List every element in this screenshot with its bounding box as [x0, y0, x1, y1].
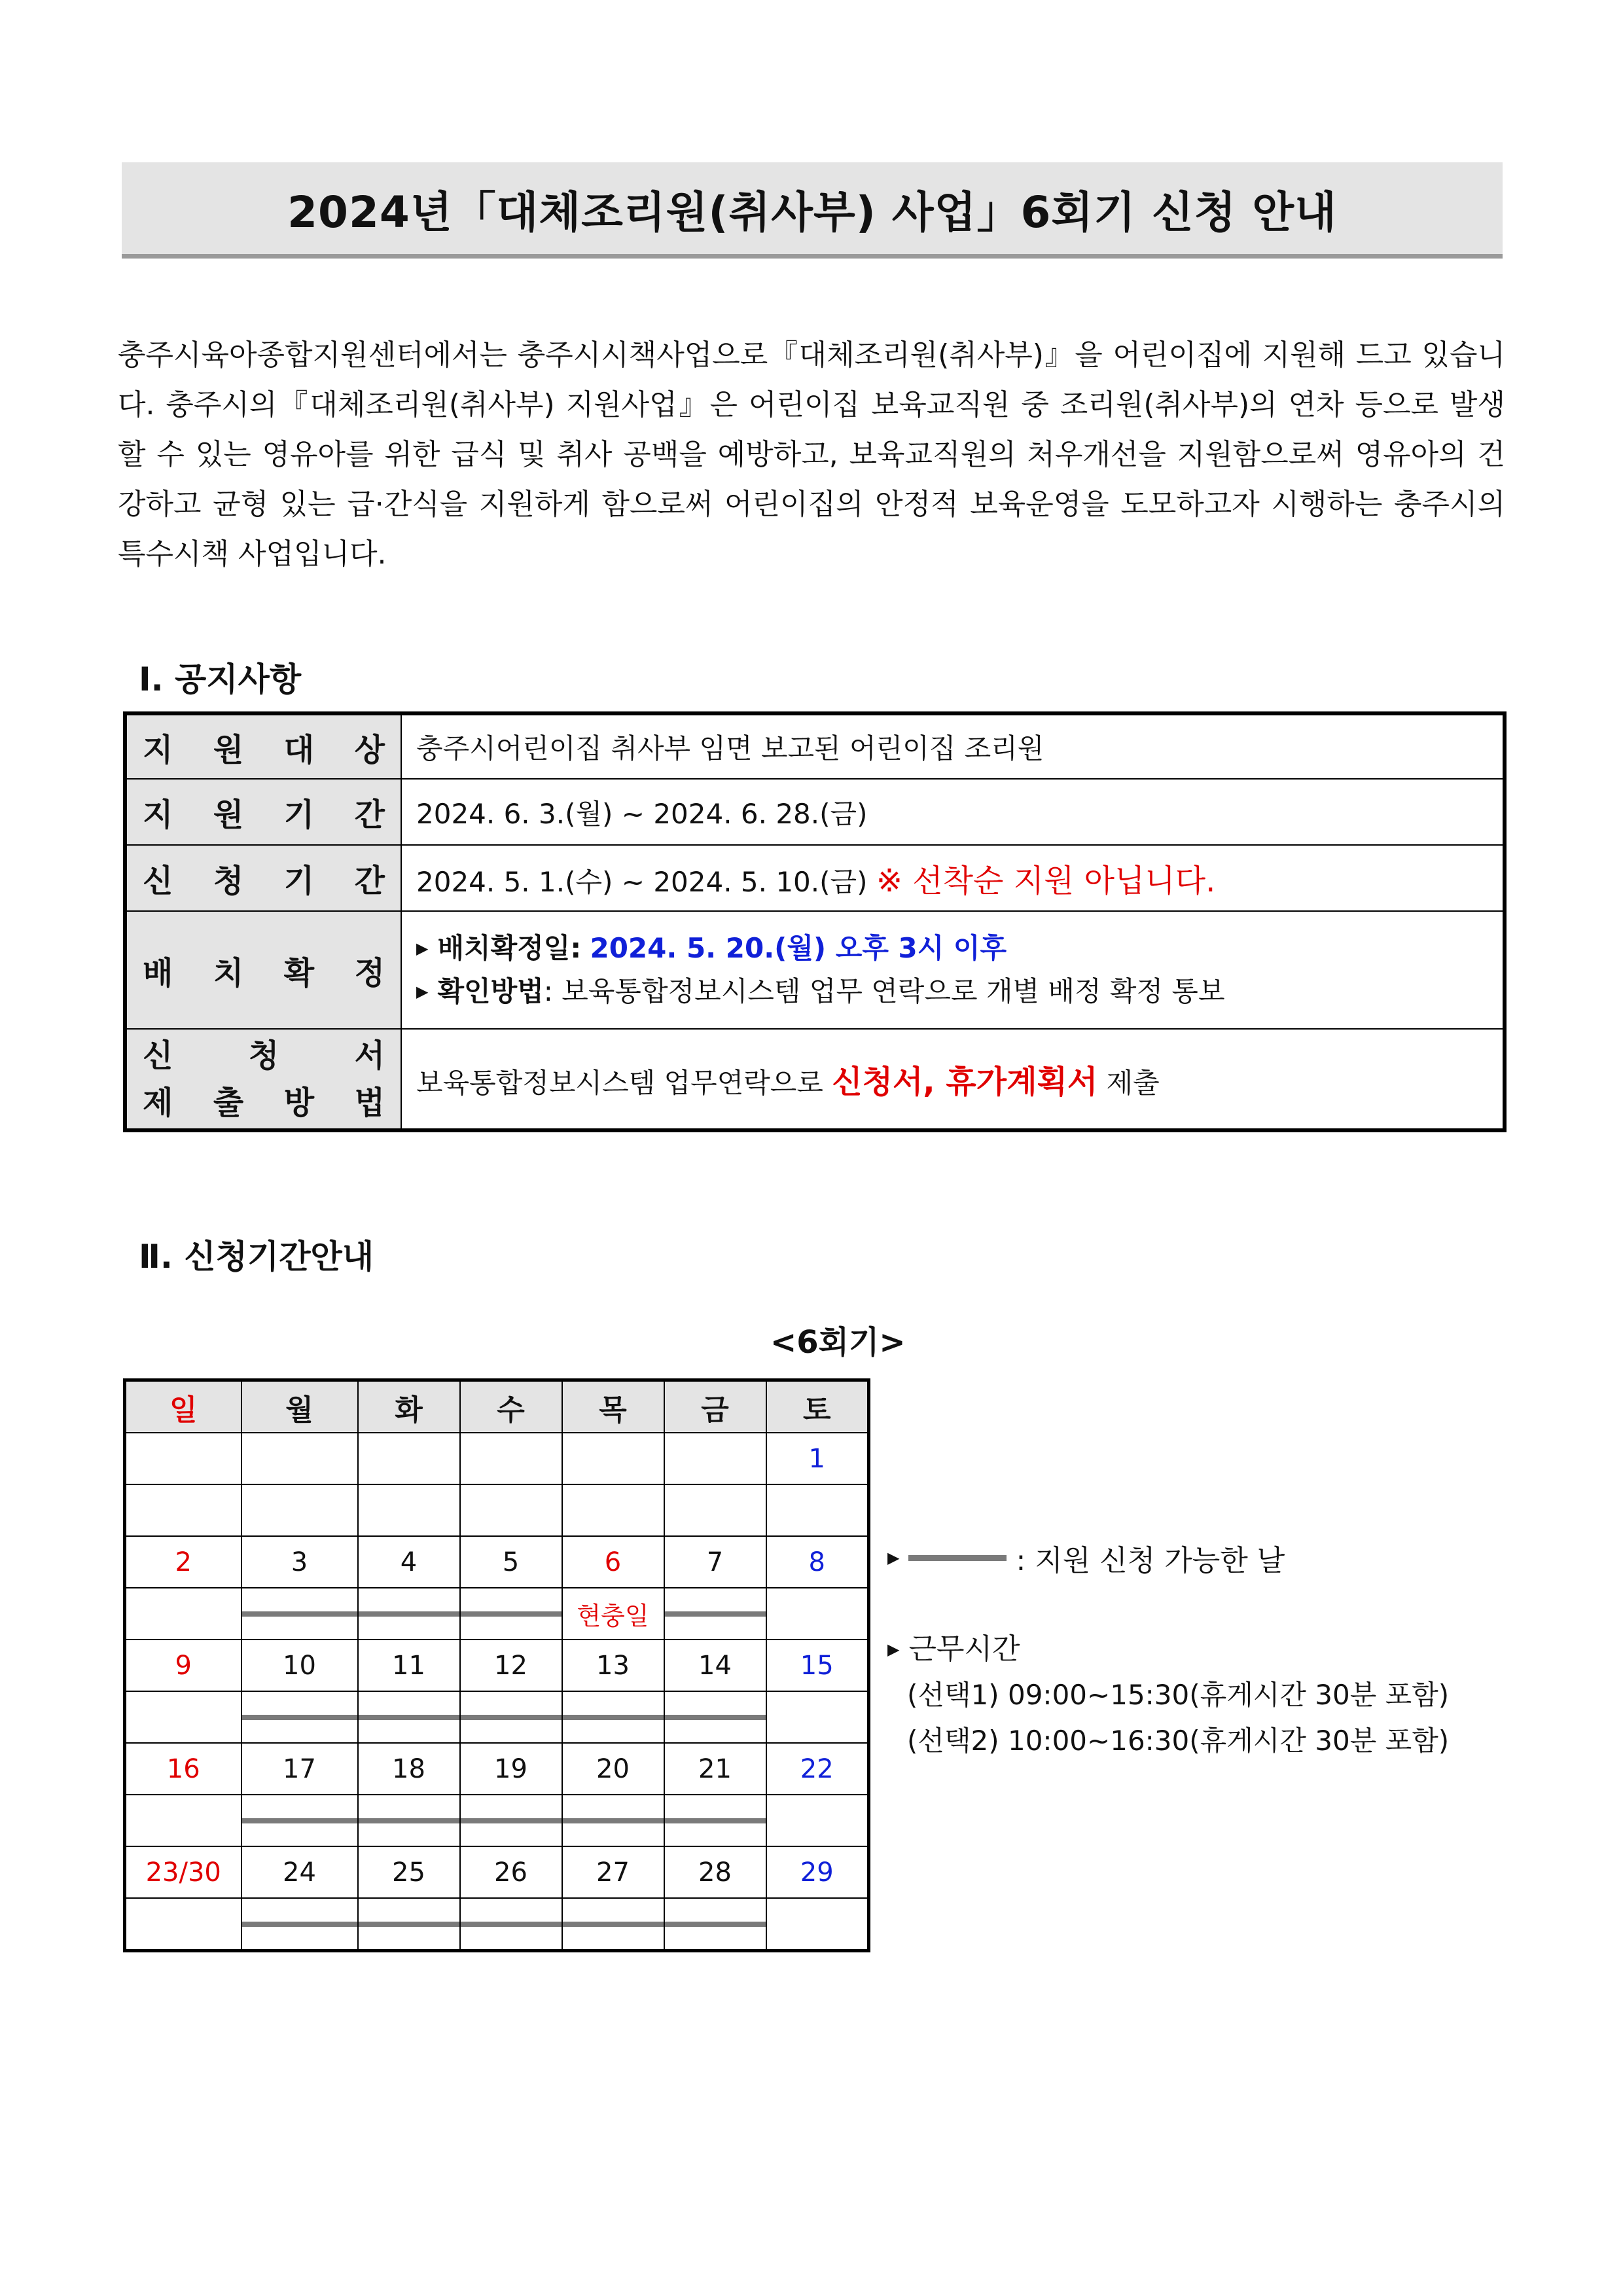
notice-row-assign: [125, 911, 1505, 1029]
available-day-bar: [242, 1922, 357, 1927]
calendar-day: 20: [562, 1743, 664, 1795]
legend-bar-swatch: [908, 1555, 1007, 1561]
triangle-bullet-icon: ▶: [416, 982, 429, 1001]
available-day-bar: [665, 1611, 766, 1617]
notice-value-assign: [401, 911, 1505, 1029]
calendar-day: 14: [664, 1640, 766, 1691]
available-day-bar: [461, 1715, 562, 1720]
page-title: 2024년「대체조리원(취사부) 사업」6회기 신청 안내: [287, 187, 1337, 238]
calendar-weekday-row: [125, 1380, 869, 1433]
calendar-date-row: [125, 1640, 869, 1691]
calendar-day: 11: [358, 1640, 460, 1691]
available-day-bar: [242, 1611, 357, 1617]
triangle-bullet-icon: ▶: [416, 939, 429, 958]
notice-label-submit: 신 청 서 제 출 방 법: [125, 1029, 401, 1130]
calendar-day: 27: [562, 1846, 664, 1898]
section-heading-notice: Ⅰ. 공지사항: [139, 660, 302, 698]
notice-table: [123, 711, 1507, 1132]
calendar-bar-row: [125, 1795, 869, 1846]
notice-value-period: 2024. 6. 3.(월) ~ 2024. 6. 28.(금): [401, 779, 1505, 845]
calendar-table: [123, 1378, 870, 1952]
notice-value-submit: [401, 1029, 1505, 1130]
calendar-day: 15: [766, 1640, 869, 1691]
calendar-day: 19: [460, 1743, 562, 1795]
available-day-bar: [359, 1922, 459, 1927]
notice-row-submit: [125, 1029, 1505, 1130]
notice-label-assign: 배 치 확 정: [125, 911, 401, 1029]
available-day-bar: [563, 1715, 664, 1720]
apply-note: ※ 선착순 지원 아닙니다.: [876, 863, 1216, 899]
work-hours: [887, 1626, 1449, 1764]
submit-suffix: 제출: [1106, 1067, 1160, 1099]
calendar-day: [358, 1433, 460, 1484]
calendar-date-row: [125, 1536, 869, 1588]
assign-date-line: [416, 927, 1488, 970]
notice-label-period: 지 원 기 간: [125, 779, 401, 845]
calendar-day: 23/30: [125, 1846, 241, 1898]
calendar-day: 6: [562, 1536, 664, 1588]
available-day-bar: [359, 1818, 459, 1823]
notice-value-target: 충주시어린이집 취사부 임면 보고된 어린이집 조리원: [401, 713, 1505, 779]
weekday-sun: 일: [125, 1380, 241, 1433]
weekday-wed: 수: [460, 1380, 562, 1433]
available-day-bar: [461, 1818, 562, 1823]
calendar-day: 5: [460, 1536, 562, 1588]
calendar-day: 3: [241, 1536, 358, 1588]
calendar-day: 12: [460, 1640, 562, 1691]
calendar-day: 16: [125, 1743, 241, 1795]
available-day-bar: [563, 1818, 664, 1823]
available-day-bar: [242, 1715, 357, 1720]
intro-paragraph: 충주시육아종합지원센터에서는 충주시시책사업으로『대체조리원(취사부)』을 어린이집에 지원해 드고 있습니다. 충주시의『대체조리원(취사부) 지원사업』은 어린이집 보육교직원 중 조리원(취사부)의 연차 등으로 발생할 수 있는 영유아를 위한 급식 및 취사 공백을 예방하고, 보육교직원의 처우개선을 지원함으로써 영유아의 건강하고 균형 있는 급·간식을 지원하게 함으로써 어린이집의 안정적 보육운영을 도모하고자 시행하는 충주시의 특수시책 사업입니다.: [118, 338, 1505, 571]
calendar-day: 24: [241, 1846, 358, 1898]
calendar-bar-row: [125, 1484, 869, 1536]
assign-method-line: [416, 970, 1488, 1013]
work-hours-title: 근무시간: [908, 1632, 1020, 1666]
weekday-tue: 화: [358, 1380, 460, 1433]
assign-method-value: : 보육통합정보시스템 업무 연락으로 개별 배정 확정 통보: [543, 975, 1225, 1007]
holiday-label: 현충일: [562, 1588, 664, 1640]
assign-date-value: 2024. 5. 20.(월) 오후 3시 이후: [590, 932, 1007, 964]
calendar-day: [125, 1433, 241, 1484]
notice-label-target: 지 원 대 상: [125, 713, 401, 779]
title-banner: [122, 162, 1503, 259]
section-heading-period: Ⅱ. 신청기간안내: [139, 1238, 374, 1276]
calendar-title: <6회기>: [770, 1324, 906, 1361]
available-day-bar: [242, 1818, 357, 1823]
work-option-1: (선택1) 09:00~15:30(휴게시간 30분 포함): [907, 1679, 1450, 1711]
calendar-day: [664, 1433, 766, 1484]
calendar-day: [460, 1433, 562, 1484]
assign-method-label: 확인방법: [437, 975, 544, 1007]
calendar-day: 17: [241, 1743, 358, 1795]
calendar-date-row: [125, 1743, 869, 1795]
legend-label: : 지원 신청 가능한 날: [1016, 1544, 1285, 1577]
calendar-day: 13: [562, 1640, 664, 1691]
calendar-day: 21: [664, 1743, 766, 1795]
available-day-bar: [461, 1922, 562, 1927]
apply-period-dates: 2024. 5. 1.(수) ~ 2024. 5. 10.(금): [416, 866, 868, 898]
submit-prefix: 보육통합정보시스템 업무연락으로: [416, 1067, 823, 1099]
calendar-day: 7: [664, 1536, 766, 1588]
calendar-day: 9: [125, 1640, 241, 1691]
calendar-day: 8: [766, 1536, 869, 1588]
calendar-day: [562, 1433, 664, 1484]
available-day-bar: [665, 1922, 766, 1927]
notice-label-apply: 신 청 기 간: [125, 845, 401, 911]
submit-highlight: 신청서, 휴가계획서: [832, 1064, 1098, 1100]
calendar-day: [241, 1433, 358, 1484]
calendar-day: 4: [358, 1536, 460, 1588]
triangle-bullet-icon: ▶: [887, 1549, 900, 1567]
available-day-bar: [665, 1818, 766, 1823]
calendar-day: 22: [766, 1743, 869, 1795]
calendar-day: 29: [766, 1846, 869, 1898]
legend: [887, 1537, 1285, 1579]
assign-date-label: 배치확정일:: [437, 932, 582, 964]
notice-row-apply: [125, 845, 1505, 911]
calendar-day: 10: [241, 1640, 358, 1691]
triangle-bullet-icon: ▶: [887, 1640, 900, 1659]
calendar-bar-row: [125, 1898, 869, 1951]
calendar-day: 28: [664, 1846, 766, 1898]
calendar-day: 25: [358, 1846, 460, 1898]
calendar-bar-row: [125, 1588, 869, 1640]
weekday-sat: 토: [766, 1380, 869, 1433]
available-day-bar: [665, 1715, 766, 1720]
calendar-day: 2: [125, 1536, 241, 1588]
notice-row-period: [125, 779, 1505, 845]
available-day-bar: [359, 1611, 459, 1617]
work-option-2: (선택2) 10:00~16:30(휴게시간 30분 포함): [907, 1725, 1450, 1757]
weekday-thu: 목: [562, 1380, 664, 1433]
weekday-mon: 월: [241, 1380, 358, 1433]
notice-row-target: [125, 713, 1505, 779]
calendar-day: 26: [460, 1846, 562, 1898]
available-day-bar: [359, 1715, 459, 1720]
available-day-bar: [461, 1611, 562, 1617]
calendar-day: 1: [766, 1433, 869, 1484]
calendar-bar-row: [125, 1691, 869, 1743]
notice-value-apply: [401, 845, 1505, 911]
available-day-bar: [563, 1922, 664, 1927]
weekday-fri: 금: [664, 1380, 766, 1433]
calendar-date-row: [125, 1433, 869, 1484]
calendar-date-row: [125, 1846, 869, 1898]
calendar-day: 18: [358, 1743, 460, 1795]
